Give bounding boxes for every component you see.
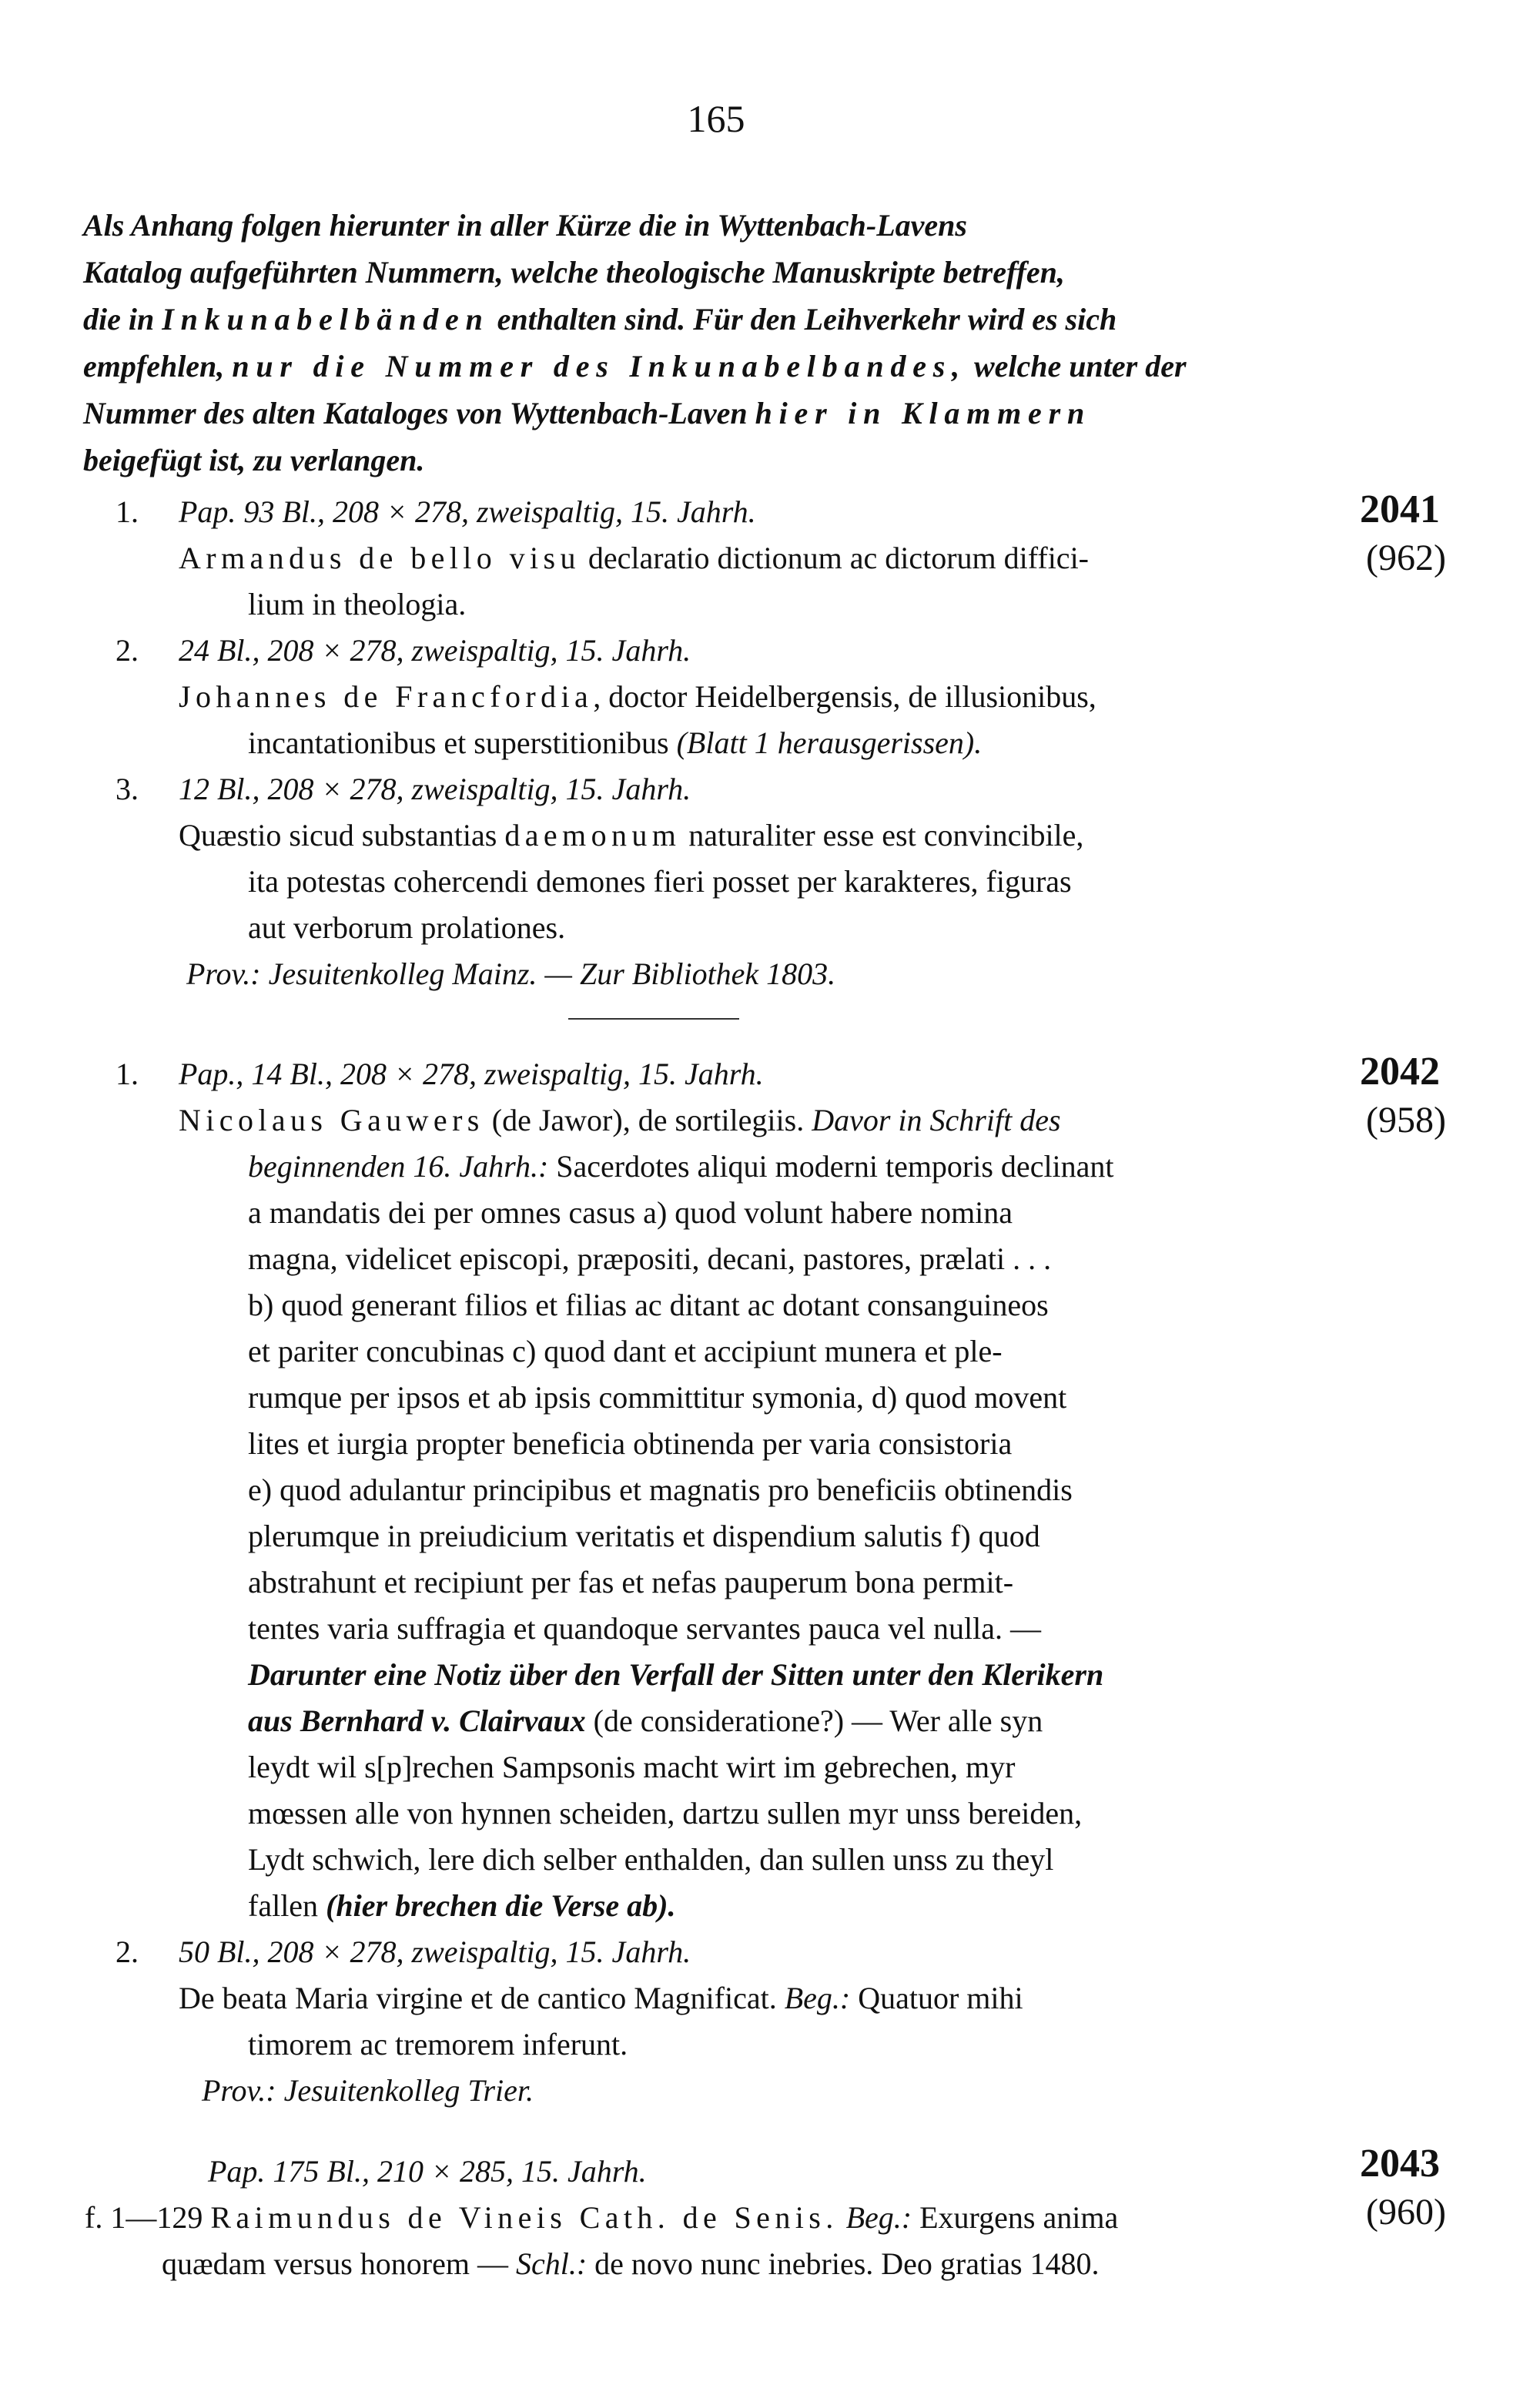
item-header: Pap., 14 Bl., 208 × 278, zweispaltig, 15. Jahrh. (179, 1057, 764, 1091)
section-divider (568, 1018, 739, 1020)
intro-line: Katalog aufgeführten Nummern, welche theologische Manuskripte betreffen, (83, 255, 1065, 290)
verse-line: leydt wil s[p]rechen Sampsonis macht wirt im gebrechen, myr (248, 1750, 1016, 1784)
intro-line: die in Inkunabelbänden enthalten sind. Für den Leihverkehr wird es sich (83, 302, 1117, 337)
manuscript-item: 3. 12 Bl., 208 × 278, zweispaltig, 15. Jahrh. Quæstio sicud substantias daemonum naturaliter esse est convincibile, ita potestas cohercendi demones fieri posset per karakteres, figuras aut verborum prolationes. (116, 766, 1340, 951)
manuscript-item: 1. Pap. 93 Bl., 208 × 278, zweispaltig, 15. Jahrh. Armandus de bello visu declaratio dictionum ac dictorum diffici- lium in theologia. (116, 489, 1340, 628)
old-catalog-number: (960) (1366, 2192, 1446, 2232)
page-number: 165 (687, 97, 745, 140)
catalog-number-block (1360, 1049, 1446, 1141)
item-description: Nicolaus Gauwers (de Jawor), de sortilegiis. Davor in Schrift des (179, 1103, 1061, 1137)
catalog-number: 2042 (1360, 1050, 1440, 1094)
catalog-entry: Pap. 175 Bl., 210 × 285, 15. Jahrh. f. 1—129 Raimundus de Vineis Cath. de Senis. Beg.: Exurgens anima quædam versus honorem — Schl.: de novo nunc inebries. Deo gratias 1480. (85, 2149, 1309, 2287)
catalog-entry (116, 489, 1340, 997)
intro-line: beigefügt ist, zu verlangen. (83, 443, 425, 477)
catalog-number-block (1360, 487, 1446, 579)
provenance: Prov.: Jesuitenkolleg Mainz. — Zur Bibliothek 1803. (186, 956, 836, 991)
catalog-entry (116, 1051, 1340, 2114)
intro-paragraph (83, 202, 1332, 484)
intro-line: Nummer des alten Kataloges von Wyttenbach-Laven hier in Klammern (83, 396, 1092, 430)
old-catalog-number: (962) (1366, 538, 1446, 578)
verse-line: Lydt schwich, lere dich selber enthalden, dan sullen unss zu theyl (248, 1842, 1054, 1877)
intro-line: Als Anhang folgen hierunter in aller Kürze die in Wyttenbach-Lavens (83, 208, 967, 243)
item-description: Johannes de Francfordia, doctor Heidelbergensis, de illusionibus, (179, 679, 1096, 714)
item-header: 12 Bl., 208 × 278, zweispaltig, 15. Jahrh. (179, 772, 691, 806)
catalog-number: 2043 (1360, 2142, 1440, 2186)
item-description: Quæstio sicud substantias daemonum naturaliter esse est convincibile, (179, 818, 1084, 852)
old-catalog-number: (958) (1366, 1100, 1446, 1141)
item-description: f. 1—129 Raimundus de Vineis Cath. de Senis. Beg.: Exurgens anima (85, 2200, 1119, 2235)
manuscript-item: 2. 50 Bl., 208 × 278, zweispaltig, 15. Jahrh. De beata Maria virgine et de cantico Magnificat. Beg.: Quatuor mihi timorem ac tremorem inferunt. (116, 1929, 1340, 2068)
item-header: Pap. 175 Bl., 210 × 285, 15. Jahrh. (208, 2154, 647, 2189)
item-header: Pap. 93 Bl., 208 × 278, zweispaltig, 15. Jahrh. (179, 494, 756, 529)
manuscript-item: 1. Pap., 14 Bl., 208 × 278, zweispaltig, 15. Jahrh. Nicolaus Gauwers (de Jawor), de sortilegiis. Davor in Schrift des beginnenden 16. Jahrh.: Sacerdotes aliqui moderni temporis declinant a mandatis dei per omnes casus a) quod volunt habere nomina magna, videlicet episcopi, præpositi, decani, pastores, prælati . . . b) quod generant filios et filias ac ditant ac dotant consanguineos et pariter concubinas c) quod dant et accipiunt munera et ple- rumque per ipsos et ab ipsis committitur symonia, d) quod movent lites et iurgia propter beneficia obtinenda per varia consistoria e) quod adulantur principibus et magnatis pro beneficiis obtinendis plerumque in preiudicium veritatis et dispendium salutis f) quod abstrahunt et recipiunt per fas et nefas pauperum bona permit- tentes varia suffragia et quandoque servantes pauca vel nulla. — Darunter eine Notiz über den Verfall der Sitten unter den Klerikern aus Bernhard v. Clairvaux (de consideratione?) — Wer alle syn leydt wil s[p]rechen Sampsonis macht wirt im gebrechen, myr mœssen alle von hynnen scheiden, dartzu sullen myr unss bereiden, Lydt schwich, lere dich selber enthalden, dan sullen unss zu theyl fallen (hier brechen die Verse ab). (116, 1051, 1340, 1929)
item-description: Armandus de bello visu declaratio dictionum ac dictorum diffici- (179, 541, 1089, 575)
item-description: De beata Maria virgine et de cantico Magnificat. Beg.: Quatuor mihi (179, 1981, 1023, 2015)
item-header: 50 Bl., 208 × 278, zweispaltig, 15. Jahrh. (179, 1934, 691, 1969)
verse-line: mœssen alle von hynnen scheiden, dartzu sullen myr unss bereiden, (248, 1796, 1083, 1831)
catalog-number: 2041 (1360, 487, 1440, 531)
provenance: Prov.: Jesuitenkolleg Trier. (202, 2073, 534, 2108)
manuscript-item: 2. 24 Bl., 208 × 278, zweispaltig, 15. Jahrh. Johannes de Francfordia, doctor Heidelbergensis, de illusionibus, incantationibus et superstitionibus (Blatt 1 herausgerissen). (116, 628, 1340, 766)
intro-line: empfehlen, nur die Nummer des Inkunabelbandes, welche unter der (83, 349, 1187, 384)
catalog-number-block (1360, 2141, 1446, 2233)
item-header: 24 Bl., 208 × 278, zweispaltig, 15. Jahrh. (179, 633, 691, 668)
